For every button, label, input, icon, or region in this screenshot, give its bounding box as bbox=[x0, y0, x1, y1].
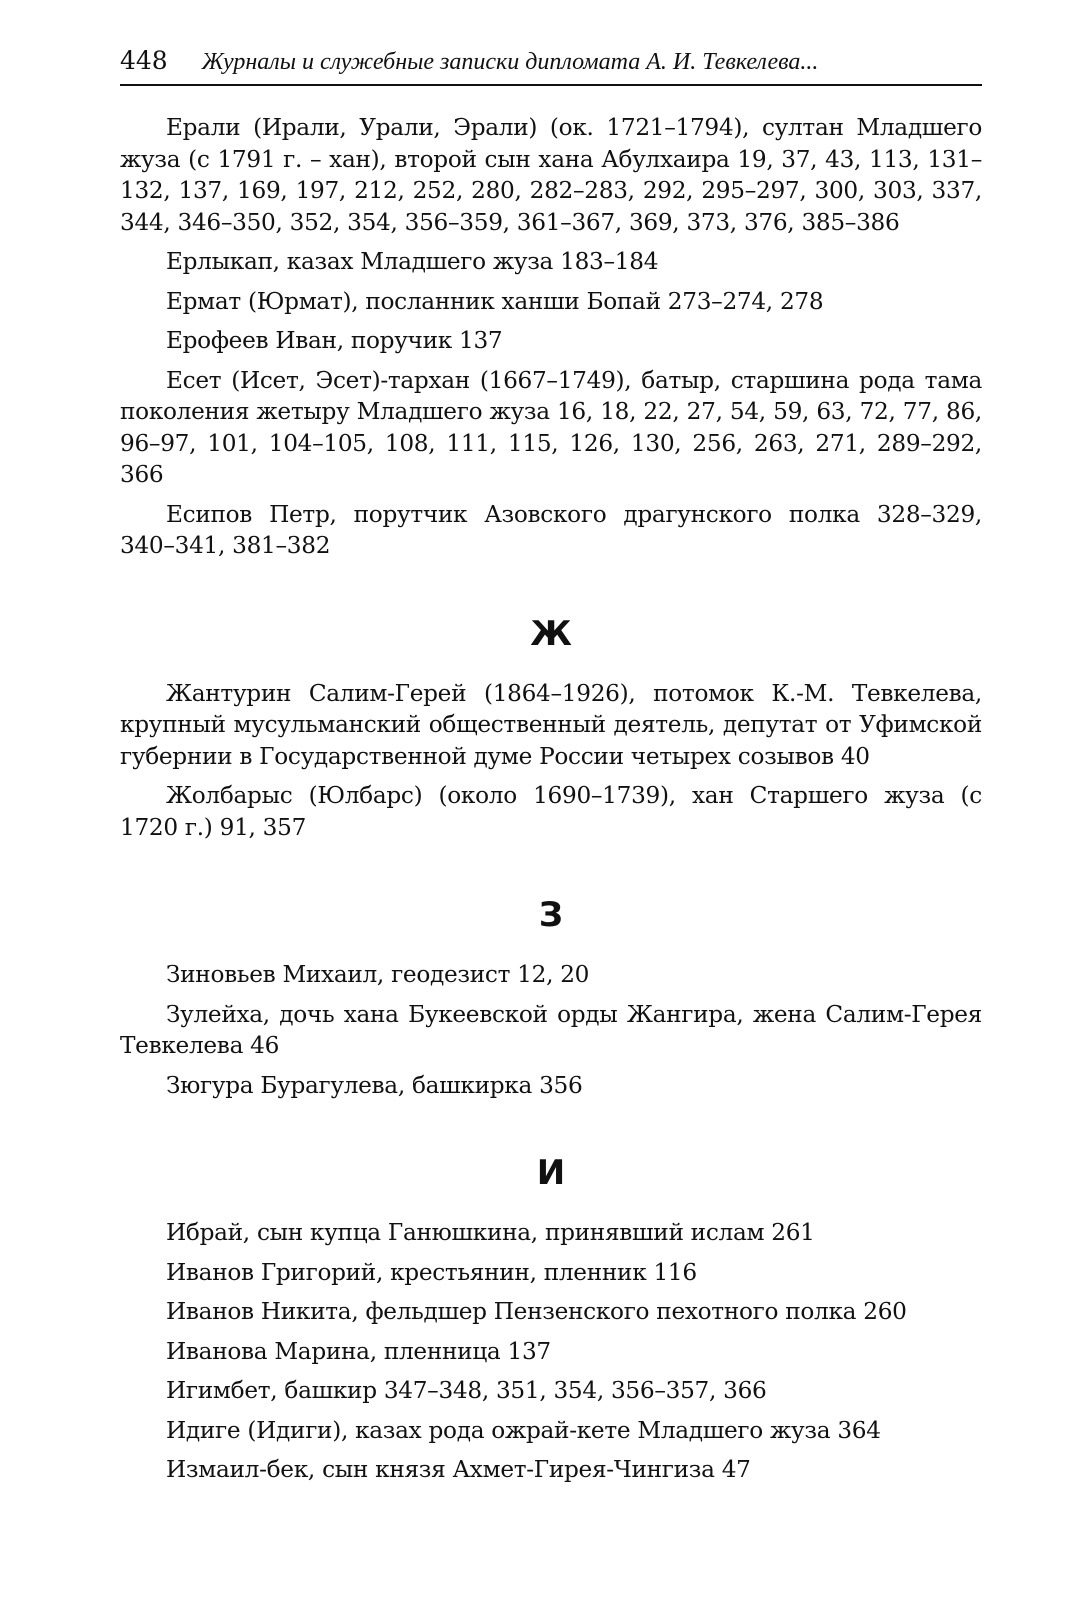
index-entry: Иванов Никита, фельдшер Пензенского пехотного полка 260 bbox=[166, 1298, 907, 1325]
index-entry: Есипов Петр, порутчик Азовского драгунского полка 328–329, 340–341, 381–382 bbox=[120, 500, 982, 559]
index-entry: Жолбарыс (Юлбарс) (около 1690–1739), хан Старшего жуза (с 1720 г.) 91, 357 bbox=[120, 782, 982, 841]
index-entry: Ерали (Ирали, Урали, Эрали) (ок. 1721–1794), султан Младшего жуза (с 1791 г. – хан), второй сын хана Абулхаира 19, 37, 43, 113, 131–132, 137, 169, 197, 212, 252, 280, 282–283, 292, 295–297, 300, 303, 337, 344, 346–350, 352, 354, 356–359, 361–367, 369, 373, 376, 385–386 bbox=[120, 114, 982, 236]
page-number: 448 bbox=[120, 46, 168, 75]
index-entry: Ерофеев Иван, поручик 137 bbox=[166, 327, 503, 354]
index-entry: Жантурин Салим-Герей (1864–1926), потомок К.-М. Тевкелева, крупный мусульманский общественный деятель, депутат от Уфимской губернии в Государственной думе России четырех созывов 40 bbox=[120, 679, 982, 770]
index-entry: Зюгура Бурагулева, башкирка 356 bbox=[166, 1071, 583, 1099]
letter-heading: И bbox=[536, 1153, 566, 1193]
letter-heading: З bbox=[538, 895, 564, 935]
index-entry: Идиге (Идиги), казах рода ожрай-кете Младшего жуза 364 bbox=[166, 1416, 881, 1444]
running-title: Журналы и служебные записки дипломата А. И. Тевкелева... bbox=[201, 49, 819, 75]
index-entry: Зиновьев Михаил, геодезист 12, 20 bbox=[166, 961, 590, 988]
index-entry: Иванова Марина, пленница 137 bbox=[166, 1337, 551, 1365]
book-page bbox=[120, 38, 982, 1494]
index-entries bbox=[120, 112, 982, 1486]
letter-heading: Ж bbox=[530, 613, 572, 654]
index-entry: Иванов Григорий, крестьянин, пленник 116 bbox=[166, 1258, 697, 1286]
index-entry: Ермат (Юрмат), посланник ханши Бопай 273–274, 278 bbox=[166, 287, 824, 315]
index-entry: Игимбет, башкир 347–348, 351, 354, 356–357, 366 bbox=[166, 1377, 767, 1404]
index-entry: Измаил-бек, сын князя Ахмет-Гирея-Чингиза 47 bbox=[166, 1456, 751, 1483]
running-head bbox=[120, 38, 982, 86]
index-entry: Ибрай, сын купца Ганюшкина, принявший ислам 261 bbox=[166, 1219, 815, 1246]
index-entry: Ерлыкап, казах Младшего жуза 183–184 bbox=[166, 248, 659, 275]
index-entry: Зулейха, дочь хана Букеевской орды Жангира, жена Салим-Герея Тевкелева 46 bbox=[120, 1000, 982, 1059]
index-entry: Есет (Исет, Эсет)-тархан (1667–1749), батыр, старшина рода тама поколения жетыру Младшего жуза 16, 18, 22, 27, 54, 59, 63, 72, 77, 86, 96–97, 101, 104–105, 108, 111, 115, 126, 130, 256, 263, 271, 289–292, 366 bbox=[120, 366, 982, 488]
